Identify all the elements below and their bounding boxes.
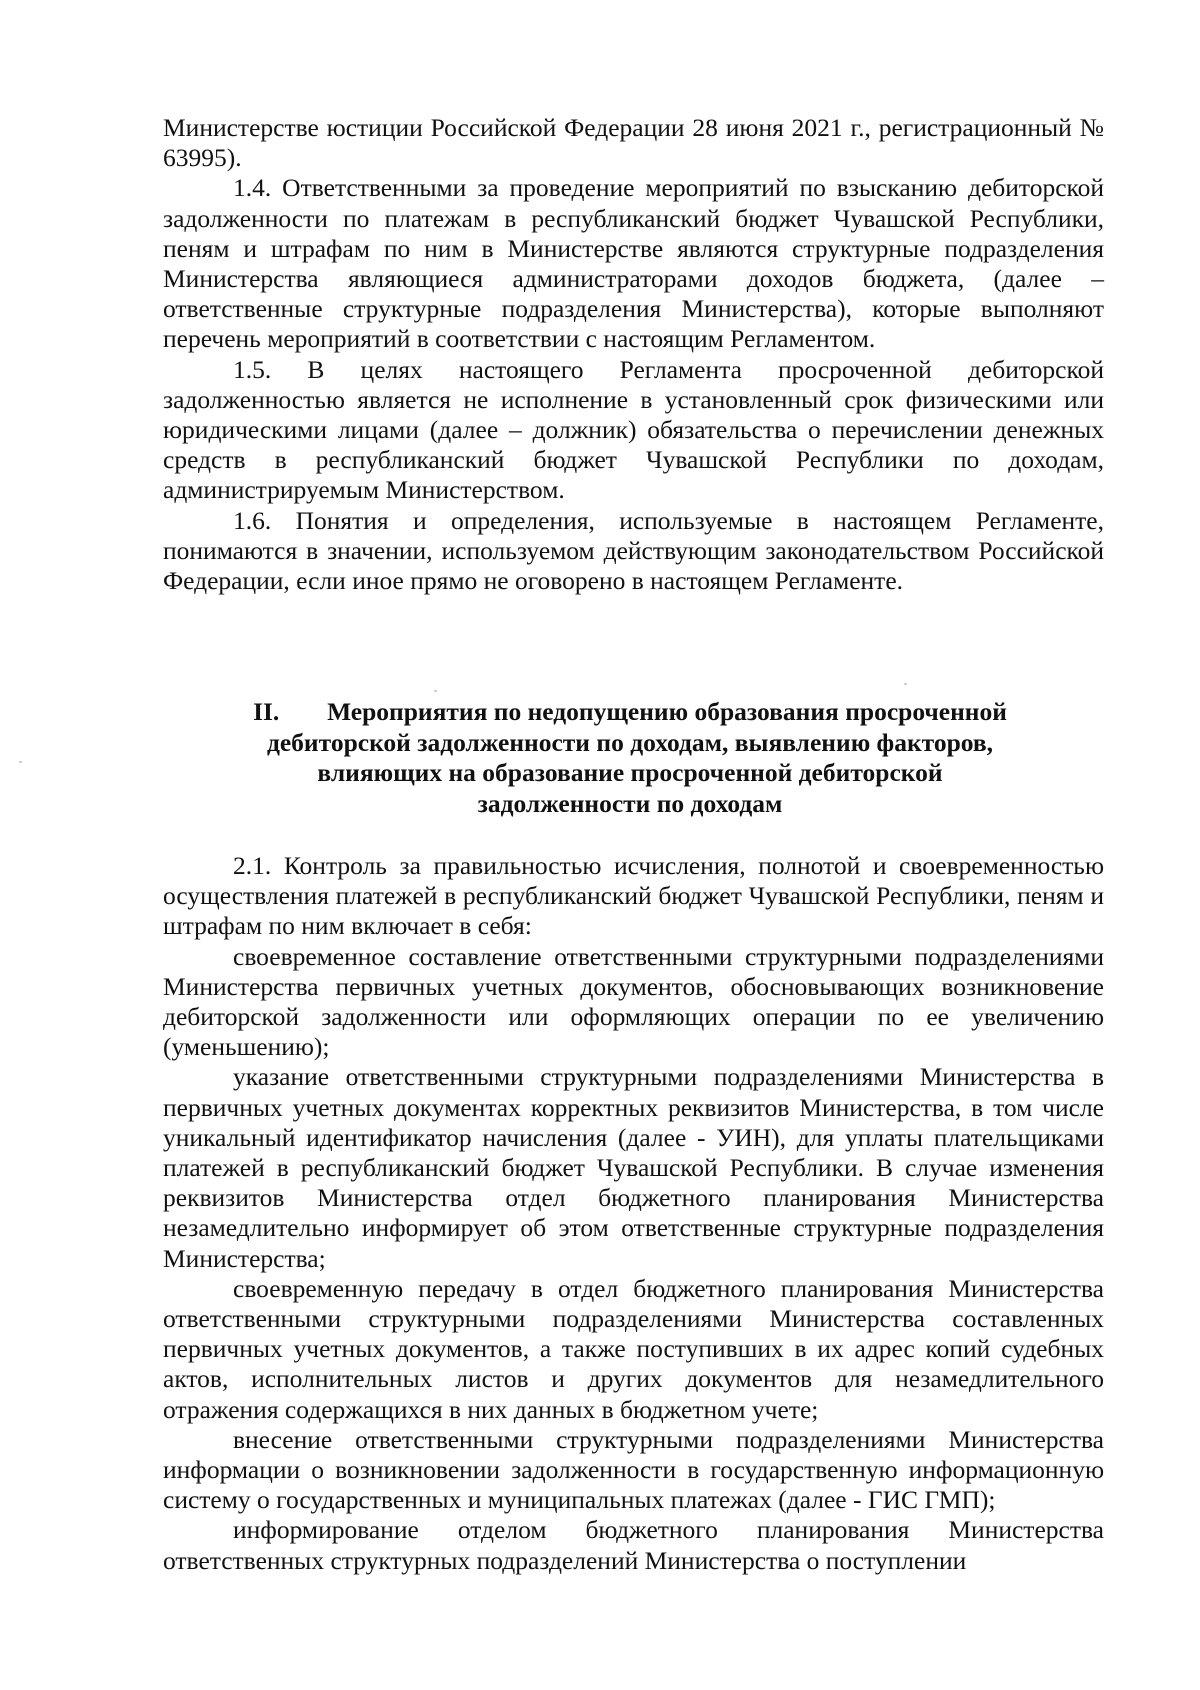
intro-clauses	[163, 113, 1104, 596]
scan-speck	[904, 683, 907, 685]
paragraph-2-1: 2.1. Контроль за правильностью исчисления, полнотой и своевременностью осуществления платежей в республиканский бюджет Чувашской Республики, пеням и штрафам по ним включает в себя:	[163, 851, 1104, 941]
section-title-line-4: задолженности по доходам	[477, 788, 783, 818]
scan-speck	[434, 690, 437, 692]
list-item-documents: своевременное составление ответственными структурными подразделениями Министерства первичных учетных документов, обосновывающих возникновение дебиторской задолженности или оформляющих операции по ее увеличению (уменьшению);	[163, 941, 1104, 1062]
list-item-gis-gmp: внесение ответственными структурными подразделениями Министерства информации о возникновении задолженности в государственную информационную систему о государственных и муниципальных платежах (далее - ГИС ГМП);	[163, 1424, 1104, 1515]
paragraph-1-4: 1.4. Ответственными за проведение мероприятий по взысканию дебиторской задолженности по платежам в республиканский бюджет Чувашской Республики, пеням и штрафам по ним в Министерстве являются структурные подразделения Министерства являющиеся администраторами доходов бюджета, (далее – ответственные структурные подразделения Министерства), которые выполняют перечень мероприятий в соответствии с настоящим Регламентом.	[163, 173, 1104, 354]
section-title-line-2: дебиторской задолженности по доходам, выявлению факторов,	[266, 727, 994, 757]
list-item-requisites: указание ответственными структурными подразделениями Министерства в первичных учетных документах корректных реквизитов Министерства, в том числе уникальный идентификатор начисления (далее - УИН), для уплаты плательщиками платежей в республиканский бюджет Чувашской Республики. В случае изменения реквизитов Министерства отдел бюджетного планирования Министерства незамедлительно информирует об этом ответственные структурные подразделения Министерства;	[163, 1062, 1104, 1273]
scan-speck	[19, 761, 22, 763]
paragraph-1-5: 1.5. В целях настоящего Регламента просроченной дебиторской задолженностью является не исполнение в установленный срок физическими или юридическими лицами (далее – должник) обязательства о перечислении денежных средств в республиканский бюджет Чувашской Республики по доходам, администрируемым Министерством.	[163, 354, 1104, 505]
paragraph-continuation: Министерстве юстиции Российской Федерации 28 июня 2021 г., регистрационный № 63995).	[163, 113, 1104, 173]
list-item-transfer: своевременную передачу в отдел бюджетного планирования Министерства ответственными структурными подразделениями Министерства составленных первичных учетных документов, а также поступивших в их адрес копий судебных актов, исполнительных листов и других документов для незамедлительного отражения содержащихся в них данных в бюджетном учете;	[163, 1273, 1104, 1424]
section-title-line-3: влияющих на образование просроченной дебиторской	[317, 758, 943, 787]
section-2-clauses	[163, 851, 1104, 1576]
section-number: II.	[253, 697, 280, 726]
section-heading	[190, 697, 1070, 819]
section-title-line-1: Мероприятия по недопущению образования просроченной	[327, 697, 1007, 726]
list-item-informing: информирование отделом бюджетного планирования Министерства ответственных структурных подразделений Министерства о поступлении	[163, 1515, 1104, 1575]
paragraph-1-6: 1.6. Понятия и определения, используемые в настоящем Регламенте, понимаются в значении, используемом действующим законодательством Российской Федерации, если иное прямо не оговорено в настоящем Регламенте.	[163, 505, 1104, 596]
